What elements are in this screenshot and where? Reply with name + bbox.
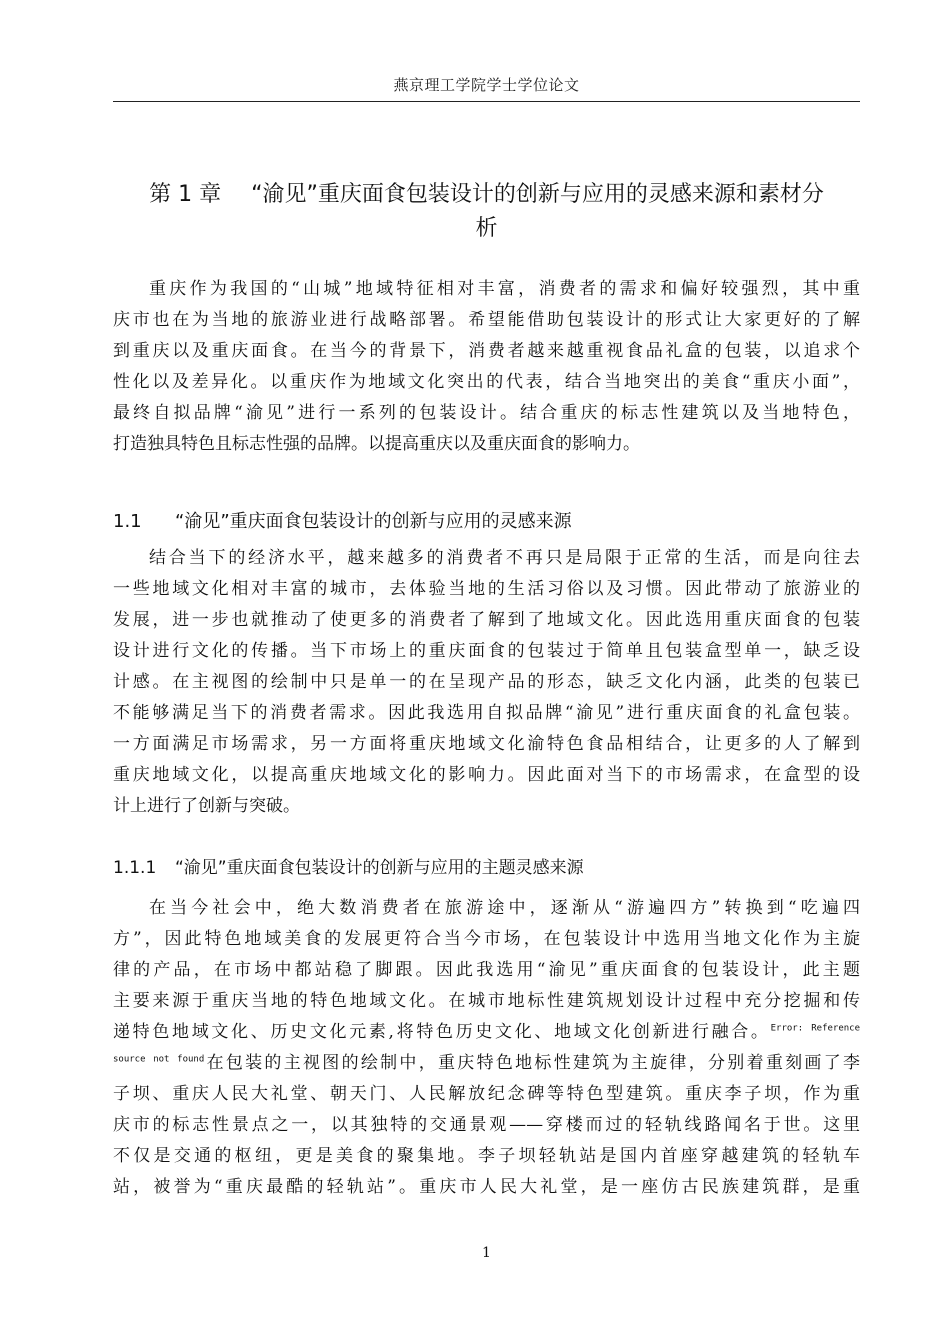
chapter-title-text: “渝见”重庆面食包装设计的创新与应用的灵感来源和素材分: [251, 182, 824, 207]
section-number: 1.1.1: [113, 858, 157, 878]
paragraph-line: 子坝、重庆人民大礼堂、朝天门、人民解放纪念碑等特色型建筑。重庆李子坝，作为重: [113, 1084, 860, 1104]
paragraph-line: 设计进行文化的传播。当下市场上的重庆面食的包装过于简单且包装盒型单一，缺乏设: [113, 641, 860, 661]
paragraph-line: 不能够满足当下的消费者需求。因此我选用自拟品牌“渝见”进行重庆面食的礼盒包装。: [113, 703, 860, 723]
paragraph-line: 庆市的标志性景点之一，以其独特的交通景观——穿楼而过的轻轨线路闻名于世。这里: [113, 1115, 860, 1135]
paragraph-line: [113, 1017, 860, 1048]
chapter-number: 第 1 章: [149, 182, 222, 207]
paragraph-line: 重庆地域文化，以提高重庆地域文化的影响力。因此面对当下的市场需求，在盒型的设: [113, 765, 860, 785]
paragraph-line: 计感。在主视图的绘制中只是单一的在呈现产品的形态，缺乏文化内涵，此类的包装已: [113, 672, 860, 692]
section-title: “渝见”重庆面食包装设计的创新与应用的主题灵感来源: [175, 858, 584, 878]
chapter-title-line-1: [113, 178, 860, 212]
header-rule: [113, 101, 860, 102]
paragraph-line: 不仅是交通的枢纽，更是美食的聚集地。李子坝轻轨站是国内首座穿越建筑的轻轨车: [113, 1146, 860, 1166]
paragraph-line: 打造独具特色且标志性强的品牌。以提高重庆以及重庆面食的影响力。: [113, 434, 640, 454]
paragraph-line: 在当今社会中，绝大数消费者在旅游途中，逐渐从“游遍四方”转换到“吃遍四: [149, 898, 860, 918]
paragraph-line: 计上进行了创新与突破。: [113, 796, 300, 816]
paragraph-line: 发展，进一步也就推动了使更多的消费者了解到了地域文化。因此选用重庆面食的包装: [113, 610, 860, 630]
chapter-title-line-2: 析: [475, 216, 498, 241]
section-heading-1-1: [113, 509, 860, 535]
section-heading-1-1-1: [113, 855, 860, 881]
paragraph-line: 最终自拟品牌“渝见”进行一系列的包装设计。结合重庆的标志性建筑以及当地特色，: [113, 403, 860, 423]
paragraph-line: 结合当下的经济水平，越来越多的消费者不再只是局限于正常的生活，而是向往去: [149, 548, 860, 568]
line-text: 在包装的主视图的绘制中，重庆特色地标性建筑为主旋律，分别着重刻画了李: [204, 1053, 860, 1073]
chapter-title: [113, 178, 860, 246]
running-header: 燕京理工学院学士学位论文: [393, 76, 580, 94]
paragraph-line: [113, 1048, 860, 1079]
intro-paragraph: [113, 274, 860, 460]
section-title: “渝见”重庆面食包装设计的创新与应用的灵感来源: [175, 511, 572, 532]
paragraph-line: 站，被誉为“重庆最酷的轻轨站”。重庆市人民大礼堂，是一座仿古民族建筑群，是重: [113, 1177, 860, 1197]
paragraph-line: 一些地域文化相对丰富的城市，去体验当地的生活习俗以及习惯。因此带动了旅游业的: [113, 579, 860, 599]
section-1-1-1-paragraph: [113, 893, 860, 1203]
reference-error-text: Error: Reference: [770, 1023, 860, 1034]
paragraph-line: 主要来源于重庆当地的特色地域文化。在城市地标性建筑规划设计过程中充分挖掘和传: [113, 991, 860, 1011]
line-text: 递特色地域文化、历史文化元素,将特色历史文化、地域文化创新进行融合。: [113, 1022, 771, 1042]
reference-error-text: source not found: [113, 1054, 205, 1065]
paragraph-line: 律的产品，在市场中都站稳了脚跟。因此我选用“渝见”重庆面食的包装设计，此主题: [113, 960, 860, 980]
page-number: 1: [482, 1245, 491, 1261]
paragraph-line: 一方面满足市场需求，另一方面将重庆地域文化渝特色食品相结合，让更多的人了解到: [113, 734, 860, 754]
section-1-1-paragraph: [113, 543, 860, 822]
paragraph-line: 到重庆以及重庆面食。在当今的背景下，消费者越来越重视食品礼盒的包装，以追求个: [113, 341, 860, 361]
section-number: 1.1: [113, 511, 142, 532]
paragraph-line: 庆市也在为当地的旅游业进行战略部署。希望能借助包装设计的形式让大家更好的了解: [113, 310, 860, 330]
paragraph-line: 性化以及差异化。以重庆作为地域文化突出的代表，结合当地突出的美食“重庆小面”，: [113, 372, 860, 392]
paragraph-line: 重庆作为我国的“山城”地域特征相对丰富，消费者的需求和偏好较强烈，其中重: [149, 279, 860, 299]
paragraph-line: 方”，因此特色地域美食的发展更符合当今市场，在包装设计中选用当地文化作为主旋: [113, 929, 860, 949]
